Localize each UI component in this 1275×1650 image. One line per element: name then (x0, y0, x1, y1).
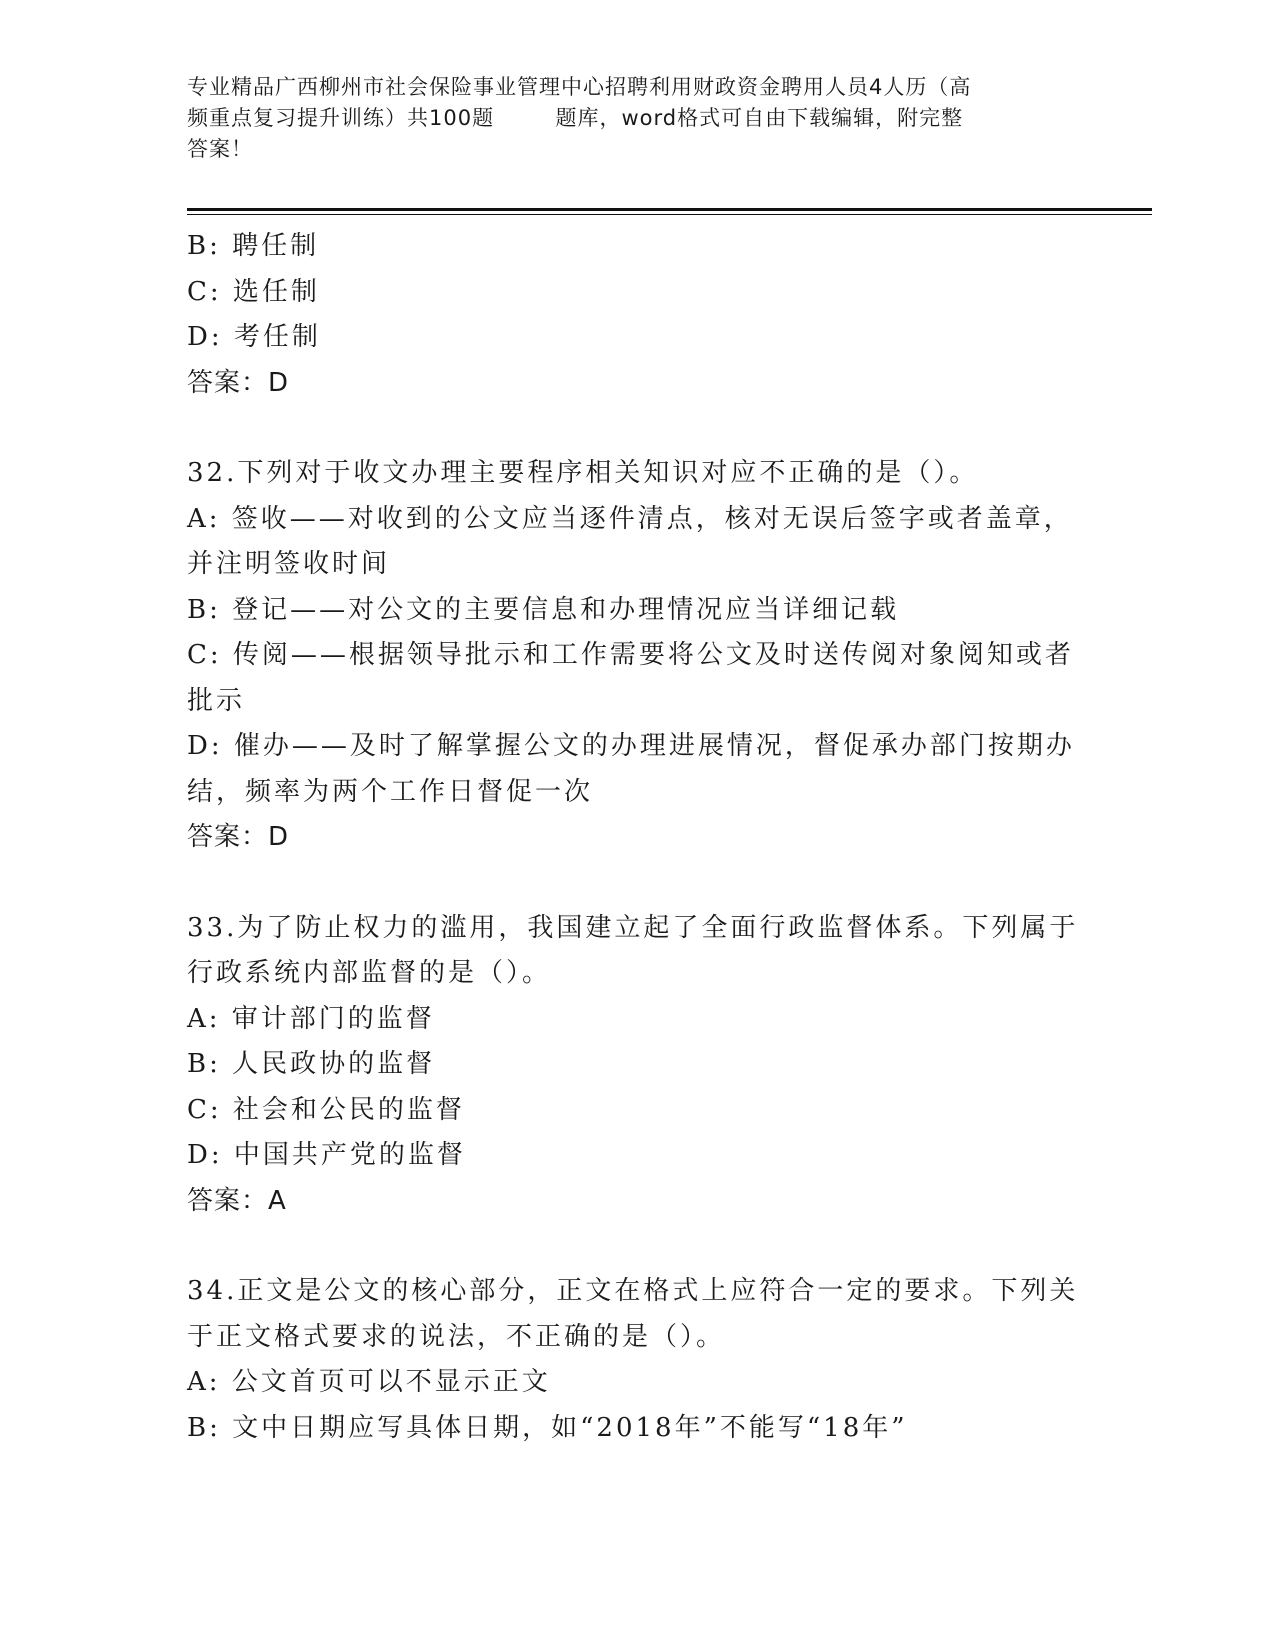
spacer (187, 1224, 1067, 1269)
option-a: A: 公文首页可以不显示正文 (187, 1367, 551, 1397)
option-b: B: 聘任制 (187, 231, 320, 261)
question-33 (187, 906, 1079, 1225)
spacer (187, 406, 1067, 451)
option-d: D: 中国共产党的监督 (187, 1140, 466, 1170)
title-line-2: 频重点复习提升训练）共100题 题库，word格式可自由下载编辑，附完整 (187, 106, 964, 130)
question-stem-continued: 于正文格式要求的说法，不正确的是（）。 (187, 1321, 726, 1352)
option-b: B: 文中日期应写具体日期，如“2018年”不能写“18年” (187, 1412, 908, 1443)
option-b: B: 人民政协的监督 (187, 1049, 436, 1079)
header-rule-thick (187, 208, 1152, 211)
answer-line: 答案：D (187, 367, 290, 398)
option-a-continued: 并注明签收时间 (187, 549, 391, 579)
answer-line: 答案：D (187, 822, 290, 852)
question-32 (187, 451, 1075, 861)
question-stem: 32.下列对于收文办理主要程序相关知识对应不正确的是（）。 (187, 458, 979, 488)
question-content (187, 224, 1079, 1451)
option-c-continued: 批示 (187, 685, 246, 716)
option-c: C: 社会和公民的监督 (187, 1094, 465, 1125)
question-stem: 34.正文是公文的核心部分，正文在格式上应符合一定的要求。下列关 (187, 1276, 1079, 1306)
title-line-1: 专业精品广西柳州市社会保险事业管理中心招聘利用财政资金聘用人员4人历（高 (187, 75, 972, 99)
question-34 (187, 1269, 1079, 1451)
question-31 (187, 224, 1067, 406)
option-a: A: 审计部门的监督 (187, 1003, 435, 1034)
option-b: B: 登记——对公文的主要信息和办理情况应当详细记载 (187, 594, 900, 625)
header-rule-thin (187, 214, 1152, 215)
answer-line: 答案：A (187, 1185, 287, 1216)
option-d-continued: 结，频率为两个工作日督促一次 (187, 776, 594, 807)
document-title (187, 72, 1087, 165)
option-c: C: 选任制 (187, 276, 320, 307)
question-stem-continued: 行政系统内部监督的是（）。 (187, 958, 552, 988)
spacer (187, 861, 1067, 906)
option-d: D: 考任制 (187, 322, 321, 352)
option-d: D: 催办——及时了解掌握公文的办理进展情况，督促承办部门按期办 (187, 731, 1075, 761)
title-line-3: 答案！ (187, 137, 253, 161)
question-stem: 33.为了防止权力的滥用，我国建立起了全面行政监督体系。下列属于 (187, 912, 1079, 943)
option-c: C: 传阅——根据领导批示和工作需要将公文及时送传阅对象阅知或者 (187, 640, 1074, 670)
option-a: A: 签收——对收到的公文应当逐件清点，核对无误后签字或者盖章， (187, 503, 1073, 534)
